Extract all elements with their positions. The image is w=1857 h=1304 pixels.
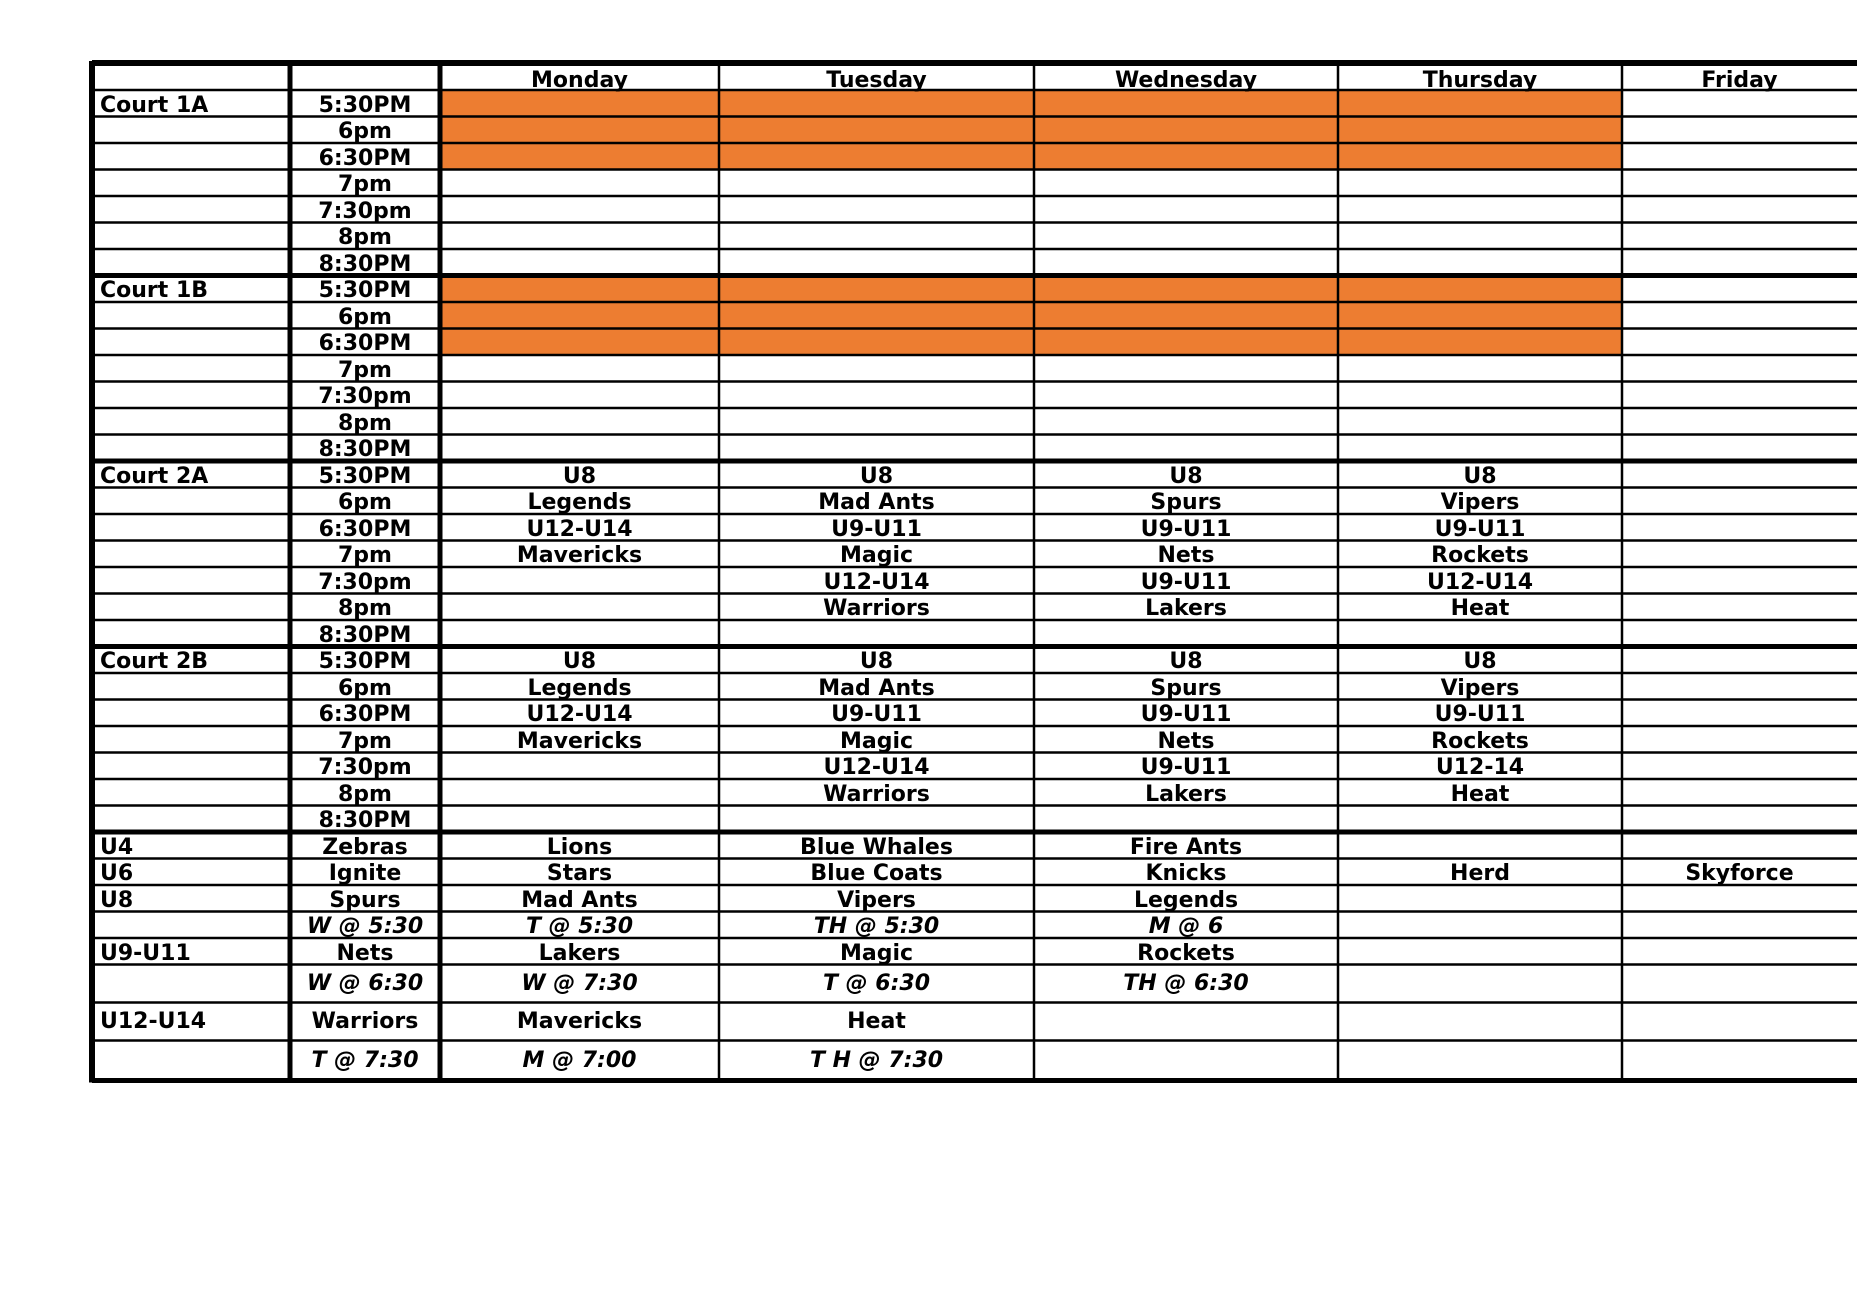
time-slot: 8:30PM [318, 808, 412, 832]
schedule-cell: U8 [1169, 463, 1203, 488]
schedule-cell: U8 [562, 463, 597, 488]
time-slot: 7pm [338, 172, 392, 196]
team-name: Heat [847, 1008, 906, 1034]
schedule-cell: Warriors [823, 596, 930, 620]
team-name: Blue Whales [800, 834, 953, 859]
time-slot: 7:30pm [318, 198, 412, 223]
schedule-cell: Spurs [1150, 675, 1222, 700]
practice-time: W @ 7:30 [521, 970, 638, 996]
court-label: Court 1A [100, 92, 209, 117]
practice-time: W @ 5:30 [306, 914, 424, 938]
time-slot: 6:30PM [318, 516, 412, 541]
time-slot: 8pm [338, 225, 392, 249]
team-division-label: U12-U14 [100, 1008, 207, 1034]
time-slot: 6:30PM [318, 702, 412, 726]
time-slot: 8pm [338, 781, 392, 806]
time-slot: 6:30PM [318, 145, 412, 170]
time-slot: 8:30PM [318, 251, 412, 276]
time-slot: 6:30PM [318, 331, 412, 355]
time-slot: 5:30PM [318, 463, 412, 488]
court-label: Court 2A [100, 463, 209, 488]
time-slot: 8pm [338, 596, 392, 620]
schedule-cell: Warriors [823, 781, 930, 806]
team-name: Mavericks [516, 1008, 643, 1034]
schedule-cell: U9-U11 [1140, 755, 1232, 779]
team-name: Herd [1450, 861, 1510, 885]
schedule-cell: U9-U11 [1434, 516, 1526, 541]
schedule-cell: U8 [859, 463, 894, 488]
team-name: Legends [1133, 887, 1239, 912]
schedule-cell: Mavericks [516, 728, 643, 753]
schedule-cell: U9-U11 [1140, 702, 1232, 726]
day-header-thursday: Thursday [1422, 68, 1538, 92]
schedule-cell: U12-U14 [823, 569, 930, 594]
team-division-label: U8 [100, 887, 134, 912]
schedule-cell: U8 [1463, 463, 1497, 488]
team-division-label: U9-U11 [100, 940, 191, 965]
schedule-cell: U9-U11 [1140, 569, 1232, 594]
team-division-label: U4 [100, 834, 134, 859]
schedule-cell: U12-14 [1435, 755, 1525, 779]
time-slot: 8pm [338, 410, 392, 435]
time-slot: 8:30PM [318, 622, 412, 647]
time-slot: 5:30PM [318, 649, 412, 673]
court-label: Court 2B [100, 649, 209, 673]
team-name: Spurs [329, 887, 401, 912]
schedule-cell: Heat [1450, 596, 1510, 620]
practice-time: T H @ 7:30 [809, 1047, 944, 1073]
schedule-cell: Spurs [1150, 490, 1222, 514]
schedule-cell: Rockets [1431, 728, 1529, 753]
time-slot: 5:30PM [318, 92, 412, 117]
time-slot: 7:30pm [318, 569, 412, 594]
practice-time: TH @ 6:30 [1123, 970, 1249, 996]
time-slot: 7pm [338, 728, 392, 753]
time-slot: 8:30PM [318, 437, 412, 461]
schedule-cell: U9-U11 [1434, 702, 1526, 726]
time-slot: 6pm [338, 119, 392, 143]
team-name: Lakers [538, 940, 621, 965]
time-slot: 7:30pm [318, 384, 412, 408]
practice-time: M @ 7:00 [522, 1047, 637, 1073]
schedule-cell: Mad Ants [818, 490, 935, 514]
team-division-label: U6 [100, 861, 134, 885]
schedule-cell: Legends [527, 490, 632, 514]
practice-time: TH @ 5:30 [813, 914, 940, 938]
time-slot: 5:30PM [318, 278, 412, 302]
schedule-cell: U9-U11 [831, 702, 922, 726]
practice-time: T @ 5:30 [525, 914, 634, 938]
team-name: Lions [546, 834, 613, 859]
schedule-cell: Rockets [1431, 543, 1529, 567]
schedule-cell: U8 [859, 649, 894, 673]
team-name: Stars [546, 861, 613, 885]
schedule-cell: U9-U11 [1140, 516, 1232, 541]
team-name: Knicks [1145, 861, 1227, 885]
schedule-cell: Mad Ants [818, 675, 935, 700]
schedule-cell: Heat [1450, 781, 1510, 806]
schedule-cell: Mavericks [516, 543, 643, 567]
schedule-cell: U8 [1463, 649, 1497, 673]
schedule-cell: U8 [562, 649, 597, 673]
schedule-cell: Vipers [1440, 675, 1520, 700]
team-name: Fire Ants [1129, 834, 1243, 859]
team-name: Warriors [311, 1008, 419, 1034]
time-slot: 7pm [338, 357, 392, 382]
practice-time: T @ 7:30 [311, 1047, 419, 1073]
schedule-cell: Lakers [1145, 781, 1227, 806]
day-header-friday: Friday [1701, 68, 1778, 92]
schedule-cell: Legends [527, 675, 632, 700]
schedule-cell: Vipers [1440, 490, 1520, 514]
schedule-cell: Lakers [1145, 596, 1227, 620]
schedule-cell: Magic [839, 728, 914, 753]
time-slot: 6pm [338, 675, 392, 700]
time-slot: 7pm [338, 543, 392, 567]
day-header-monday: Monday [531, 68, 628, 92]
team-name: Blue Coats [810, 861, 943, 885]
practice-time: W @ 6:30 [306, 970, 424, 996]
team-name: Magic [839, 940, 914, 965]
day-header-tuesday: Tuesday [826, 68, 927, 92]
schedule-cell: U12-U14 [526, 702, 633, 726]
schedule-cell: U12-U14 [526, 516, 633, 541]
practice-time: M @ 6 [1148, 914, 1224, 938]
team-name: Zebras [322, 834, 408, 859]
team-name: Ignite [328, 861, 402, 885]
time-slot: 6pm [338, 304, 392, 329]
day-header-wednesday: Wednesday [1114, 68, 1258, 92]
schedule-cell: Nets [1157, 728, 1215, 753]
practice-time: T @ 6:30 [822, 970, 931, 996]
time-slot: 6pm [338, 490, 392, 514]
team-name: Skyforce [1685, 861, 1794, 885]
team-name: Nets [336, 940, 394, 965]
schedule-cell: U12-U14 [1426, 569, 1534, 594]
schedule-cell: Magic [839, 543, 914, 567]
time-slot: 7:30pm [318, 755, 412, 779]
team-name: Vipers [837, 887, 916, 912]
schedule-cell: Nets [1157, 543, 1215, 567]
schedule-cell: U8 [1169, 649, 1203, 673]
team-name: Mad Ants [521, 887, 638, 912]
court-label: Court 1B [100, 278, 209, 302]
team-name: Rockets [1137, 940, 1235, 965]
schedule-cell: U12-U14 [823, 755, 930, 779]
schedule-cell: U9-U11 [831, 516, 922, 541]
